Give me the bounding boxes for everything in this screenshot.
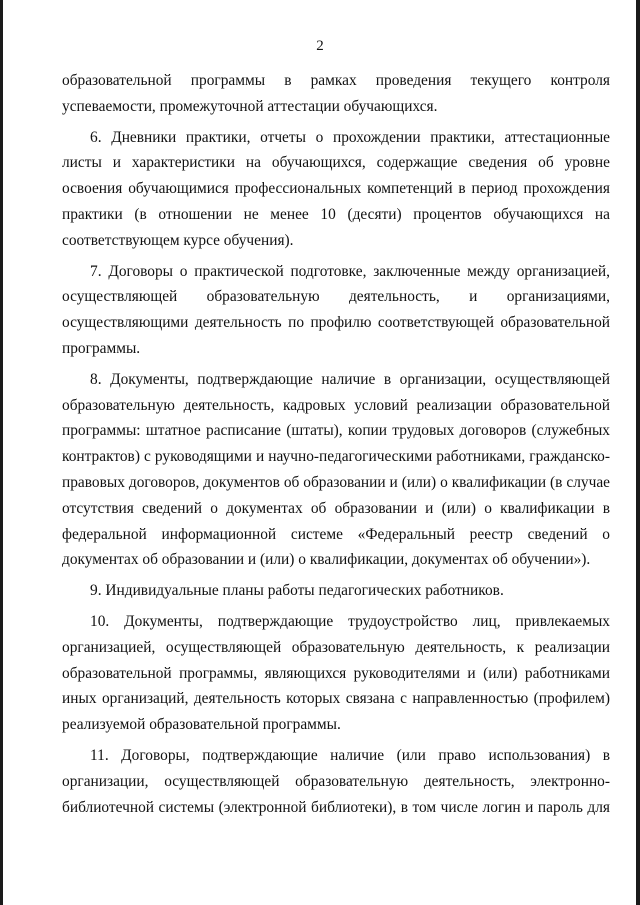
page-number: 2 <box>316 38 324 54</box>
scan-border-left <box>0 0 3 905</box>
scan-border-right <box>636 0 640 905</box>
paragraph-item-7: 7. Договоры о практической подготовке, заключенные между организацией, осуществляющей образовательную деятельность, и организациями, осуществляющими деятельность по профилю соответствующей образовательной программы. <box>62 262 610 357</box>
document-body <box>62 68 610 820</box>
paragraph-item-8: 8. Документы, подтверждающие наличие в организации, осуществляющей образовательную деятельность, кадровых условий реализации образовательной программы: штатное расписание (штаты), копии трудовых договоров (служебных контрактов) с руководящими и научно-педагогическими работниками, гражданско-правовых договоров, документов об образовании и (или) о квалификации (в случае отсутствия сведений о документах об образовании и (или) о квалификации в федеральной информационной системе «Федеральный реестр сведений о документах об образовании и (или) о квалификации, документах об обучении»). <box>62 370 610 569</box>
paragraph-continuation: образовательной программы в рамках проведения текущего контроля успеваемости, промежуточной аттестации обучающихся. <box>62 72 610 115</box>
paragraph-item-11: 11. Договоры, подтверждающие наличие (или право использования) в организации, осуществляющей образовательную деятельность, электронно-библиотечной системы (электронной библиотеки), в том числе логин и пароль для <box>62 746 610 816</box>
paragraph-item-6: 6. Дневники практики, отчеты о прохождении практики, аттестационные листы и характеристики на обучающихся, содержащие сведения об уровне освоения обучающимися профессиональных компетенций в период прохождения практики (в отношении не менее 10 (десяти) процентов обучающихся на соответствующем курсе обучения). <box>62 128 610 249</box>
paragraph-item-9: 9. Индивидуальные планы работы педагогических работников. <box>90 582 504 600</box>
paragraph-item-10: 10. Документы, подтверждающие трудоустройство лиц, привлекаемых организацией, осуществляющей образовательную деятельность, к реализации образовательной программы, являющихся руководителями и (или) работниками иных организаций, деятельность которых связана с направленностью (профилем) реализуемой образовательной программы. <box>62 612 610 734</box>
